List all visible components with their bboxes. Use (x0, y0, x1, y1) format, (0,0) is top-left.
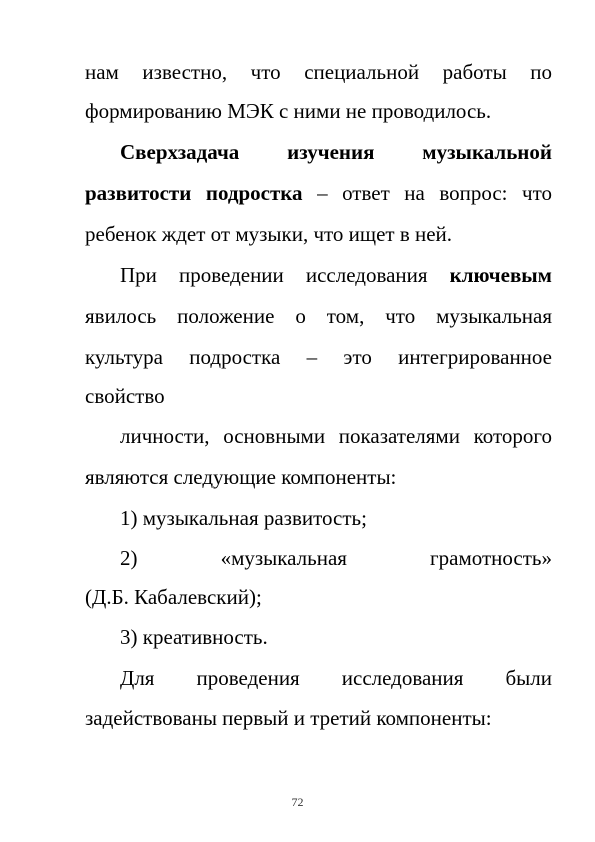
list-item-2: 2) «музыкальная грамотность» (120, 546, 552, 570)
text-line-10: личности, основными показателями которого (120, 424, 552, 448)
text-line-5: ребенок ждет от музыки, что ищет в ней. (85, 222, 453, 246)
text-run: При проведении исследования (120, 263, 450, 287)
text-line-9: свойство (85, 384, 165, 408)
text-line-6 (120, 263, 552, 287)
text-line-1: нам известно, что специальной работы по (85, 60, 552, 84)
text-line-11: являются следующие компоненты: (85, 465, 397, 489)
text-line-16: Для проведения исследования были (120, 666, 552, 690)
text-run: – ответ на вопрос: что (302, 181, 552, 205)
text-line-3: Сверхзадача изучения музыкальной (120, 140, 552, 164)
list-item-2-cont: (Д.Б. Кабалевский); (85, 585, 262, 609)
list-item-1: 1) музыкальная развитость; (120, 506, 367, 530)
page-number: 72 (291, 795, 304, 809)
bold-term: ключевым (449, 263, 552, 287)
text-line-7: явилось положение о том, что музыкальная (85, 304, 552, 328)
text-line-2: формированию МЭК с ними не проводилось. (85, 99, 492, 123)
text-line-17: задействованы первый и третий компоненты: (85, 706, 492, 730)
text-line-8: культура подростка – это интегрированное (85, 345, 552, 369)
text-line-4 (85, 181, 552, 205)
list-item-3: 3) креативность. (120, 625, 268, 649)
bold-term: развитости подростка (85, 181, 303, 205)
